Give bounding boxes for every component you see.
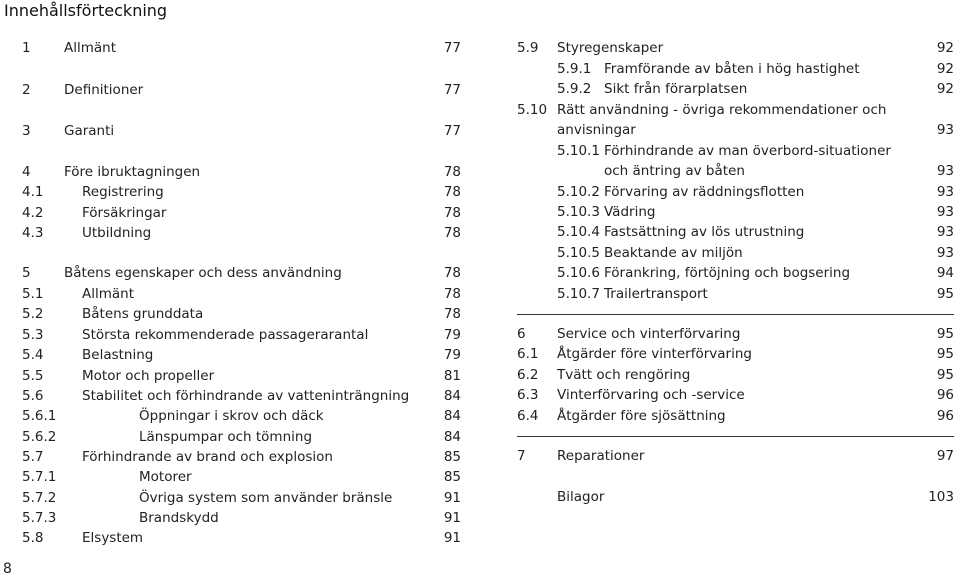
toc-entry-title: Styregenskaper [557, 40, 664, 56]
toc-entry-page: 93 [936, 122, 954, 138]
toc-entry [557, 59, 954, 79]
toc-entry-number: 6.3 [517, 387, 539, 403]
toc-entry-page: 91 [443, 490, 461, 506]
toc-entry [517, 38, 954, 58]
toc-entry-title: Allmänt [82, 286, 135, 302]
toc-entry [22, 304, 461, 324]
toc-entry-number: 5.10.1 [557, 143, 600, 159]
toc-entry-title: Före ibruktagningen [64, 164, 201, 180]
toc-entry [22, 284, 461, 304]
toc-entry-page: 93 [936, 224, 954, 240]
toc-entry-number: 5.6.1 [22, 408, 57, 424]
toc-entry-number: 5.10.5 [557, 245, 600, 261]
toc-entry [517, 344, 954, 364]
toc-entry-title: Åtgärder före vinterförvaring [557, 346, 752, 362]
toc-entry-title: Brandskydd [139, 510, 219, 526]
toc-entry-page: 103 [928, 489, 954, 505]
toc-entry-title-continued: och äntring av båten [604, 163, 745, 179]
toc-entry-page: 97 [936, 448, 954, 464]
toc-entry [22, 528, 461, 548]
toc-entry-number: 5.8 [22, 530, 44, 546]
toc-entry-title: Försäkringar [82, 205, 167, 221]
section-divider [517, 436, 954, 437]
toc-entry [517, 365, 954, 385]
toc-entry-continuation [517, 120, 954, 140]
toc-entry [517, 406, 954, 426]
toc-entry-number: 5.9 [517, 40, 539, 56]
toc-entry-number: 5.10.6 [557, 265, 600, 281]
toc-entry-page: 96 [936, 387, 954, 403]
toc-entry-number: 2 [22, 82, 31, 98]
toc-entry-page: 85 [443, 469, 461, 485]
toc-entry [22, 366, 461, 386]
toc-entry-page: 92 [936, 40, 954, 56]
toc-entry [517, 324, 954, 344]
toc-entry-title: Bilagor [557, 489, 605, 505]
toc-entry-number: 7 [517, 448, 526, 464]
toc-entry-number: 4.3 [22, 225, 44, 241]
toc-entry-page: 84 [443, 429, 461, 445]
toc-entry-number: 5.1 [22, 286, 44, 302]
toc-entry [22, 345, 461, 365]
toc-entry-page: 93 [936, 245, 954, 261]
toc-entry-title: Registrering [82, 184, 164, 200]
toc-entry-title: Motor och propeller [82, 368, 215, 384]
toc-entry-title: Service och vinterförvaring [557, 326, 741, 342]
toc-entry-number: 5.10 [517, 102, 548, 118]
section-divider [517, 314, 954, 315]
toc-entry-title: Belastning [82, 347, 154, 363]
toc-entry-number: 5.10.7 [557, 286, 600, 302]
toc-entry-number: 5.6 [22, 388, 44, 404]
toc-entry [557, 222, 954, 242]
toc-entry-title: Båtens egenskaper och dess användning [64, 265, 342, 281]
toc-entry-title: Trailertransport [604, 286, 708, 302]
toc-entry-number: 5.3 [22, 327, 44, 343]
toc-entry [22, 508, 461, 528]
toc-entry [517, 487, 954, 507]
toc-entry-page: 78 [443, 265, 461, 281]
toc-entry-number: 5.7.1 [22, 469, 57, 485]
toc-entry-page: 95 [936, 367, 954, 383]
toc-entry-page: 96 [936, 408, 954, 424]
toc-entry-title: Vädring [604, 204, 656, 220]
toc-entry-title: Förhindrande av brand och explosion [82, 449, 333, 465]
toc-entry-number: 5.9.2 [557, 81, 592, 97]
toc-entry-title: Motorer [139, 469, 192, 485]
toc-entry-page: 92 [936, 61, 954, 77]
page-number: 8 [3, 561, 12, 577]
toc-entry-title: Förvaring av räddningsflotten [604, 184, 805, 200]
toc-entry-number: 6 [517, 326, 526, 342]
toc-entry-page: 95 [936, 286, 954, 302]
toc-entry [22, 467, 461, 487]
toc-entry-title: Utbildning [82, 225, 152, 241]
toc-entry [22, 325, 461, 345]
toc-entry-number: 5.4 [22, 347, 44, 363]
toc-entry-number: 3 [22, 123, 31, 139]
toc-entry [22, 427, 461, 447]
toc-entry-continuation [557, 161, 954, 181]
toc-entry [517, 446, 954, 466]
toc-entry-number: 5.9.1 [557, 61, 592, 77]
toc-entry-page: 77 [443, 82, 461, 98]
toc-entry-page: 93 [936, 204, 954, 220]
toc-entry-title-continued: anvisningar [557, 122, 636, 138]
toc-entry-page: 84 [443, 388, 461, 404]
toc-entry [22, 38, 461, 58]
toc-entry-title: Framförande av båten i hög hastighet [604, 61, 860, 77]
toc-entry [22, 406, 461, 426]
toc-entry-number: 6.4 [517, 408, 539, 424]
toc-entry-number: 1 [22, 40, 31, 56]
toc-entry-page: 84 [443, 408, 461, 424]
toc-entry [22, 223, 461, 243]
toc-entry-number: 6.2 [517, 367, 539, 383]
toc-entry [22, 386, 461, 406]
toc-entry-number: 4 [22, 164, 31, 180]
toc-entry [22, 447, 461, 467]
toc-entry-number: 5.6.2 [22, 429, 57, 445]
toc-entry-title: Garanti [64, 123, 115, 139]
toc-entry [557, 141, 954, 161]
toc-entry-page: 77 [443, 123, 461, 139]
toc-entry-page: 79 [443, 327, 461, 343]
toc-entry-title: Fastsättning av lös utrustning [604, 224, 805, 240]
toc-entry-number: 5.7.2 [22, 490, 57, 506]
toc-entry [557, 243, 954, 263]
toc-entry-number: 5.10.3 [557, 204, 600, 220]
toc-entry [557, 202, 954, 222]
toc-entry-title: Länspumpar och tömning [139, 429, 313, 445]
toc-entry-title: Elsystem [82, 530, 144, 546]
toc-entry-title: Definitioner [64, 82, 144, 98]
toc-entry-page: 78 [443, 286, 461, 302]
toc-entry-title: Tvätt och rengöring [557, 367, 691, 383]
toc-entry-page: 91 [443, 510, 461, 526]
toc-entry-page: 95 [936, 346, 954, 362]
toc-entry-title: Förhindrande av man överbord-situationer [604, 143, 891, 159]
toc-entry-page: 81 [443, 368, 461, 384]
toc-entry-page: 77 [443, 40, 461, 56]
toc-entry-title: Största rekommenderade passagerarantal [82, 327, 369, 343]
toc-entry-number: 5.2 [22, 306, 44, 322]
toc-entry-title: Rätt användning - övriga rekommendationer och [557, 102, 887, 118]
toc-entry-title: Vinterförvaring och -service [557, 387, 745, 403]
toc-entry-title: Allmänt [64, 40, 117, 56]
toc-entry [22, 263, 461, 283]
toc-entry-title: Förankring, förtöjning och bogsering [604, 265, 851, 281]
toc-entry-number: 5 [22, 265, 31, 281]
toc-entry-page: 92 [936, 81, 954, 97]
toc-entry-title: Stabilitet och förhindrande av vatteninträngning [82, 388, 410, 404]
toc-entry-page: 93 [936, 163, 954, 179]
toc-entry-title: Övriga system som använder bränsle [139, 490, 393, 506]
toc-entry [22, 162, 461, 182]
toc-entry-page: 78 [443, 184, 461, 200]
toc-entry-page: 94 [936, 265, 954, 281]
toc-entry [517, 100, 954, 120]
toc-entry-page: 91 [443, 530, 461, 546]
toc-entry-page: 95 [936, 326, 954, 342]
toc-entry-number: 5.10.4 [557, 224, 600, 240]
toc-entry [22, 80, 461, 100]
toc-entry-number: 4.1 [22, 184, 44, 200]
toc-entry-page: 78 [443, 205, 461, 221]
toc-entry-number: 4.2 [22, 205, 44, 221]
toc-entry [557, 182, 954, 202]
toc-entry [557, 263, 954, 283]
toc-entry-number: 5.7 [22, 449, 44, 465]
toc-entry-title: Beaktande av miljön [604, 245, 743, 261]
toc-entry-page: 85 [443, 449, 461, 465]
toc-entry-page: 78 [443, 306, 461, 322]
toc-entry-title: Öppningar i skrov och däck [139, 408, 324, 424]
toc-entry-page: 78 [443, 225, 461, 241]
toc-entry-page: 78 [443, 164, 461, 180]
toc-title: Innehållsförteckning [4, 1, 168, 20]
toc-entry-page: 93 [936, 184, 954, 200]
toc-entry-number: 5.10.2 [557, 184, 600, 200]
toc-entry-number: 6.1 [517, 346, 539, 362]
toc-entry-title: Åtgärder före sjösättning [557, 408, 726, 424]
toc-entry [22, 203, 461, 223]
toc-entry-page: 79 [443, 347, 461, 363]
toc-entry [22, 182, 461, 202]
toc-entry [22, 488, 461, 508]
toc-entry [557, 284, 954, 304]
toc-entry-title: Båtens grunddata [82, 306, 204, 322]
toc-entry-number: 5.5 [22, 368, 44, 384]
toc-entry-number: 5.7.3 [22, 510, 57, 526]
toc-entry [557, 79, 954, 99]
toc-entry [22, 121, 461, 141]
toc-entry [517, 385, 954, 405]
toc-entry-title: Reparationer [557, 448, 645, 464]
toc-entry-title: Sikt från förarplatsen [604, 81, 748, 97]
